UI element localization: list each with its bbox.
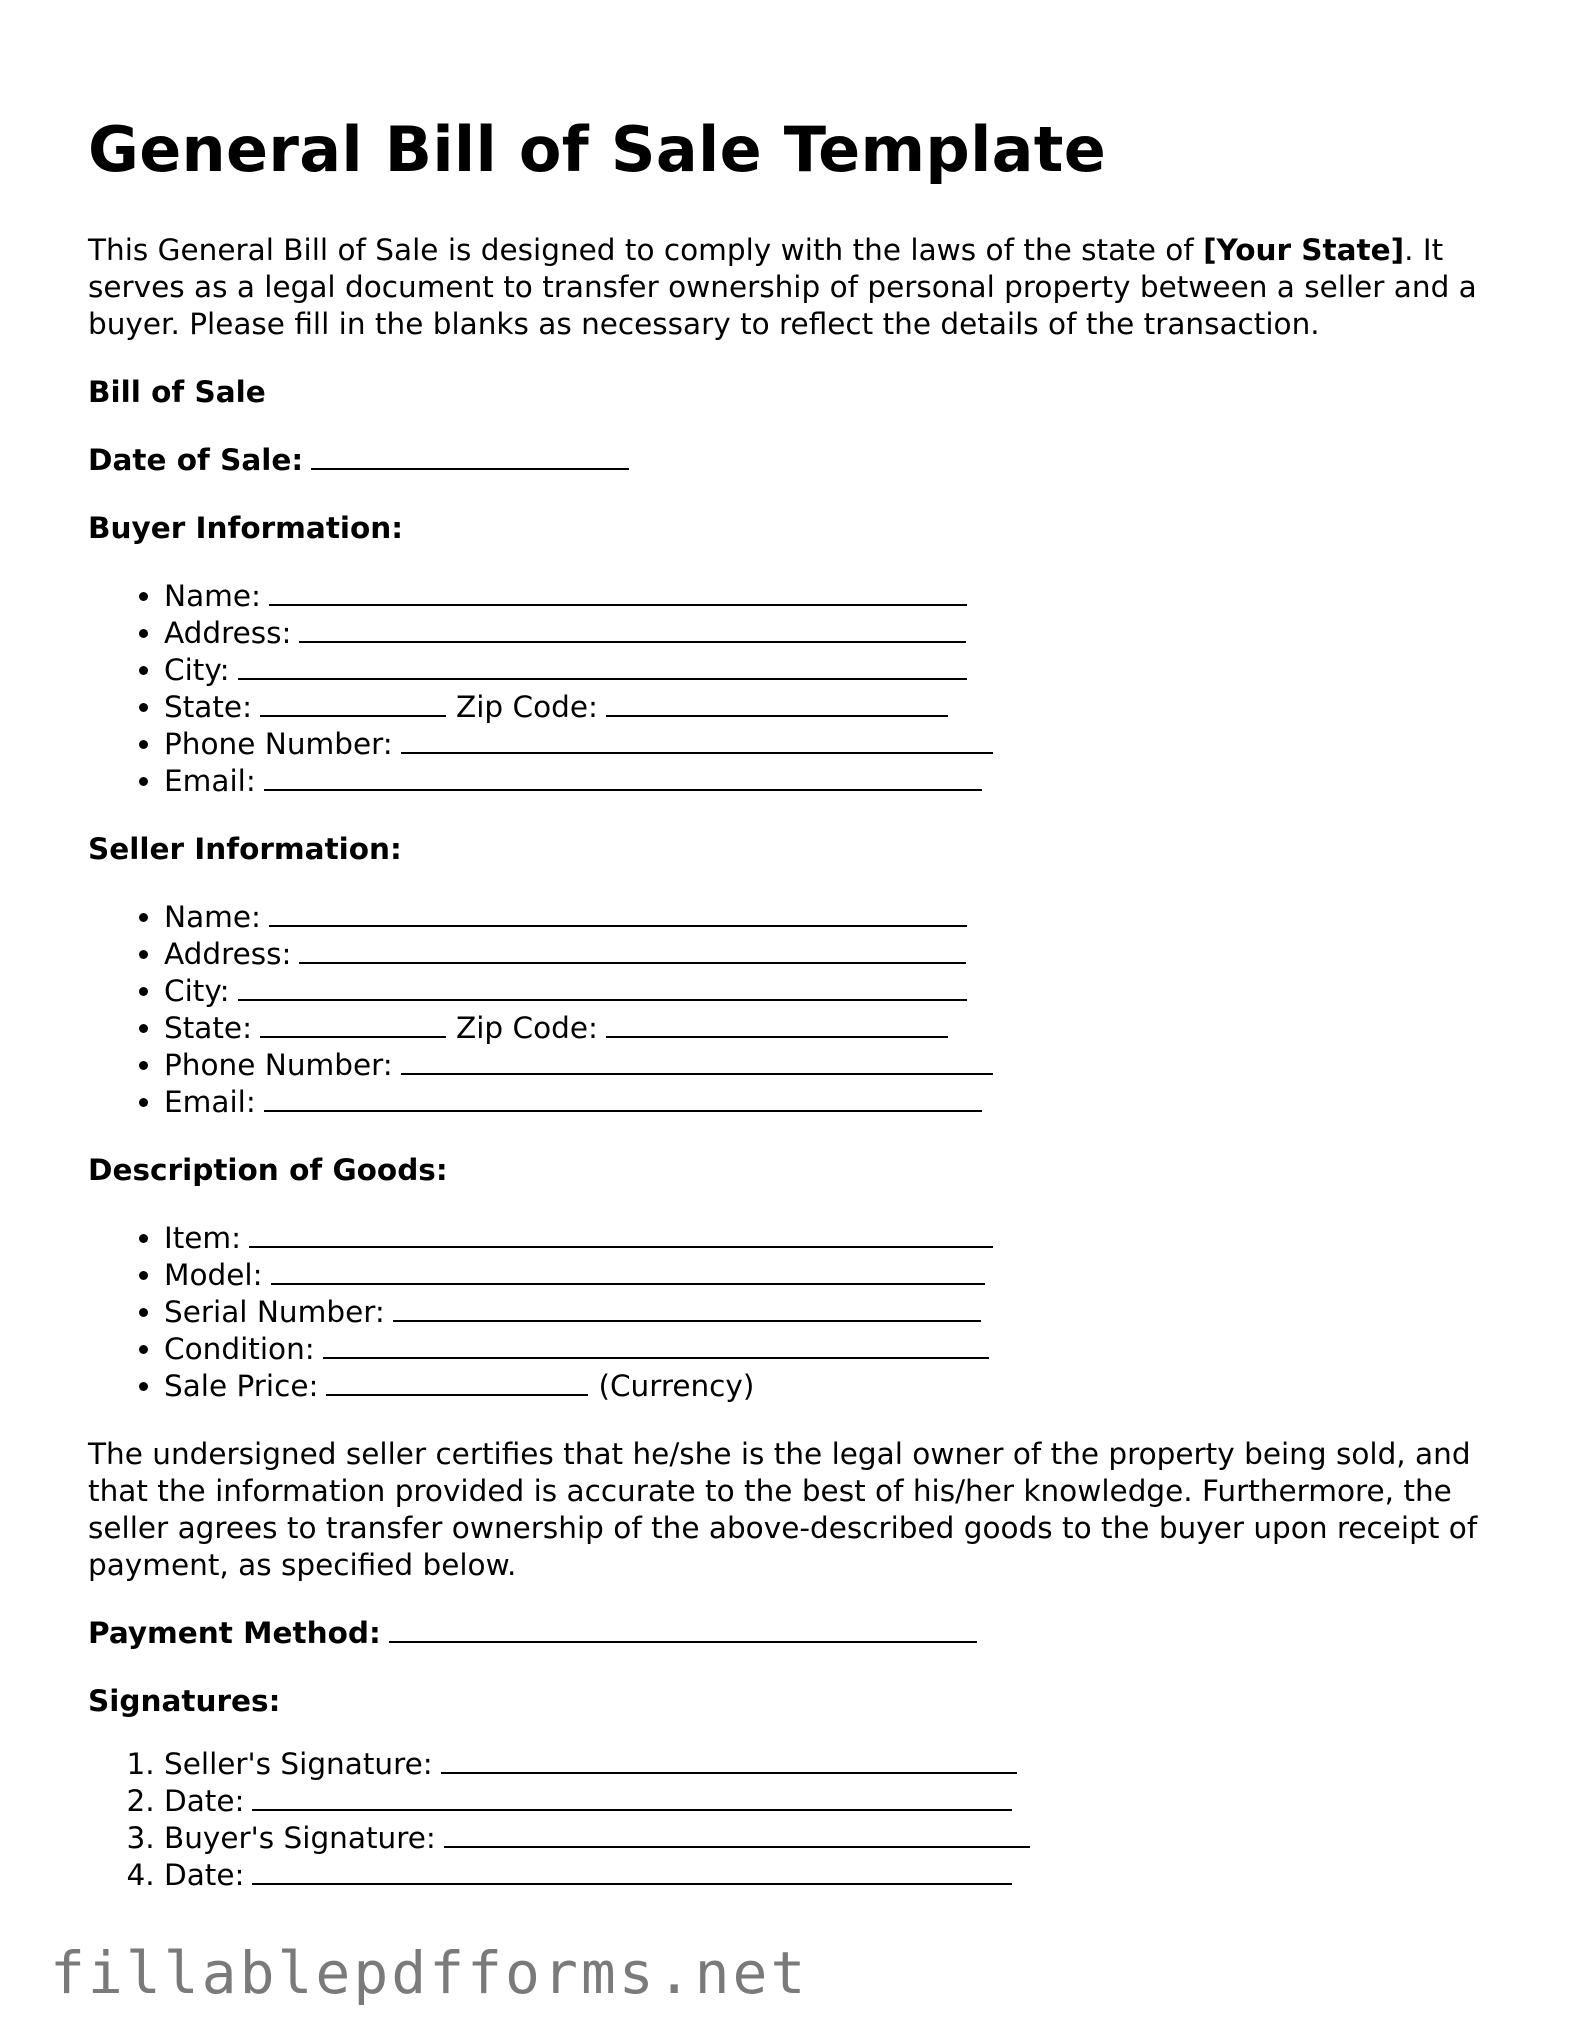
- seller-email-label: Email:: [164, 1085, 256, 1119]
- goods-item-item: [164, 1220, 1508, 1257]
- signatures-list: [88, 1746, 1508, 1894]
- seller-name-field[interactable]: [269, 899, 967, 927]
- goods-serial-item: [164, 1294, 1508, 1331]
- goods-model-label: Model:: [164, 1258, 263, 1292]
- signature-date1-item: [164, 1783, 1508, 1820]
- goods-list: [88, 1220, 1508, 1405]
- signature-date1-field[interactable]: [252, 1783, 1012, 1811]
- buyer-zip-field[interactable]: [606, 689, 948, 717]
- goods-model-field[interactable]: [271, 1257, 985, 1285]
- goods-condition-field[interactable]: [323, 1331, 989, 1359]
- intro-paragraph: [88, 232, 1508, 343]
- goods-model-item: [164, 1257, 1508, 1294]
- buyer-signature-item: [164, 1820, 1508, 1857]
- buyer-info-heading: Buyer Information:: [88, 511, 404, 545]
- goods-item-field[interactable]: [249, 1220, 993, 1248]
- payment-method-field[interactable]: [389, 1615, 977, 1643]
- goods-heading: Description of Goods:: [88, 1153, 448, 1187]
- seller-address-field[interactable]: [299, 936, 966, 964]
- certification-paragraph: The undersigned seller certifies that he/she is the legal owner of the property being sold, and that the information provided is accurate to the best of his/her knowledge. Furthermore, the seller agrees to transfer ownership of the above-described goods to the buyer upon receipt of payment, as specified below.: [88, 1437, 1478, 1582]
- buyer-address-label: Address:: [164, 616, 292, 650]
- goods-condition-label: Condition:: [164, 1332, 315, 1366]
- seller-name-label: Name:: [164, 900, 261, 934]
- seller-name-item: [164, 899, 1508, 936]
- seller-phone-label: Phone Number:: [164, 1048, 393, 1082]
- seller-phone-field[interactable]: [401, 1047, 993, 1075]
- goods-price-field[interactable]: [326, 1368, 588, 1396]
- watermark: fillablepdfforms.net: [50, 1939, 809, 2007]
- bill-of-sale-heading: Bill of Sale: [88, 375, 266, 409]
- buyer-signature-label: Buyer's Signature:: [164, 1821, 436, 1855]
- signature-date2-field[interactable]: [252, 1857, 1012, 1885]
- buyer-zip-label: Zip Code:: [456, 690, 598, 724]
- buyer-address-field[interactable]: [299, 615, 966, 643]
- seller-signature-item: [164, 1746, 1508, 1783]
- page-title: General Bill of Sale Template: [88, 113, 1107, 186]
- intro-text-before: This General Bill of Sale is designed to comply with the laws of the state of: [88, 233, 1204, 267]
- seller-state-item: [164, 1010, 1508, 1047]
- seller-zip-field[interactable]: [606, 1010, 948, 1038]
- date-of-sale-row: [88, 442, 1508, 479]
- signature-date2-label: Date:: [164, 1858, 245, 1892]
- buyer-state-field[interactable]: [260, 689, 446, 717]
- buyer-city-field[interactable]: [238, 652, 967, 680]
- buyer-email-label: Email:: [164, 764, 256, 798]
- goods-price-label: Sale Price:: [164, 1369, 319, 1403]
- seller-signature-label: Seller's Signature:: [164, 1747, 433, 1781]
- buyer-phone-field[interactable]: [401, 726, 993, 754]
- seller-info-heading: Seller Information:: [88, 832, 402, 866]
- seller-info-list: [88, 899, 1508, 1121]
- buyer-name-field[interactable]: [269, 578, 967, 606]
- seller-email-field[interactable]: [264, 1084, 982, 1112]
- seller-state-field[interactable]: [260, 1010, 446, 1038]
- goods-item-label: Item:: [164, 1221, 242, 1255]
- seller-city-item: [164, 973, 1508, 1010]
- buyer-email-item: [164, 763, 1508, 800]
- seller-signature-field[interactable]: [441, 1746, 1017, 1774]
- intro-state-placeholder: [Your State]: [1203, 233, 1405, 267]
- buyer-signature-field[interactable]: [444, 1820, 1030, 1848]
- buyer-phone-label: Phone Number:: [164, 727, 393, 761]
- buyer-info-list: [88, 578, 1508, 800]
- payment-method-label: Payment Method:: [88, 1616, 381, 1650]
- seller-zip-label: Zip Code:: [456, 1011, 598, 1045]
- seller-phone-item: [164, 1047, 1508, 1084]
- seller-state-label: State:: [164, 1011, 253, 1045]
- buyer-city-item: [164, 652, 1508, 689]
- buyer-state-item: [164, 689, 1508, 726]
- date-of-sale-label: Date of Sale:: [88, 443, 304, 477]
- signature-date2-item: [164, 1857, 1508, 1894]
- seller-address-label: Address:: [164, 937, 292, 971]
- payment-method-row: [88, 1615, 1508, 1652]
- goods-price-item: [164, 1368, 1508, 1405]
- goods-serial-label: Serial Number:: [164, 1295, 385, 1329]
- seller-email-item: [164, 1084, 1508, 1121]
- document-page: [88, 108, 1508, 1894]
- seller-address-item: [164, 936, 1508, 973]
- seller-city-field[interactable]: [238, 973, 967, 1001]
- goods-serial-field[interactable]: [393, 1294, 981, 1322]
- buyer-name-item: [164, 578, 1508, 615]
- buyer-email-field[interactable]: [264, 763, 982, 791]
- goods-condition-item: [164, 1331, 1508, 1368]
- signatures-heading: Signatures:: [88, 1684, 281, 1718]
- seller-city-label: City:: [164, 974, 230, 1008]
- goods-currency-label: (Currency): [598, 1369, 755, 1403]
- buyer-city-label: City:: [164, 653, 230, 687]
- date-of-sale-field[interactable]: [311, 442, 629, 470]
- buyer-address-item: [164, 615, 1508, 652]
- buyer-state-label: State:: [164, 690, 253, 724]
- signature-date1-label: Date:: [164, 1784, 245, 1818]
- buyer-name-label: Name:: [164, 579, 261, 613]
- buyer-phone-item: [164, 726, 1508, 763]
- intro-text-after: . It serves as a legal document to transfer ownership of personal property between a seller and a buyer. Please fill in the blanks as necessary to reflect the details of the transaction.: [88, 233, 1477, 341]
